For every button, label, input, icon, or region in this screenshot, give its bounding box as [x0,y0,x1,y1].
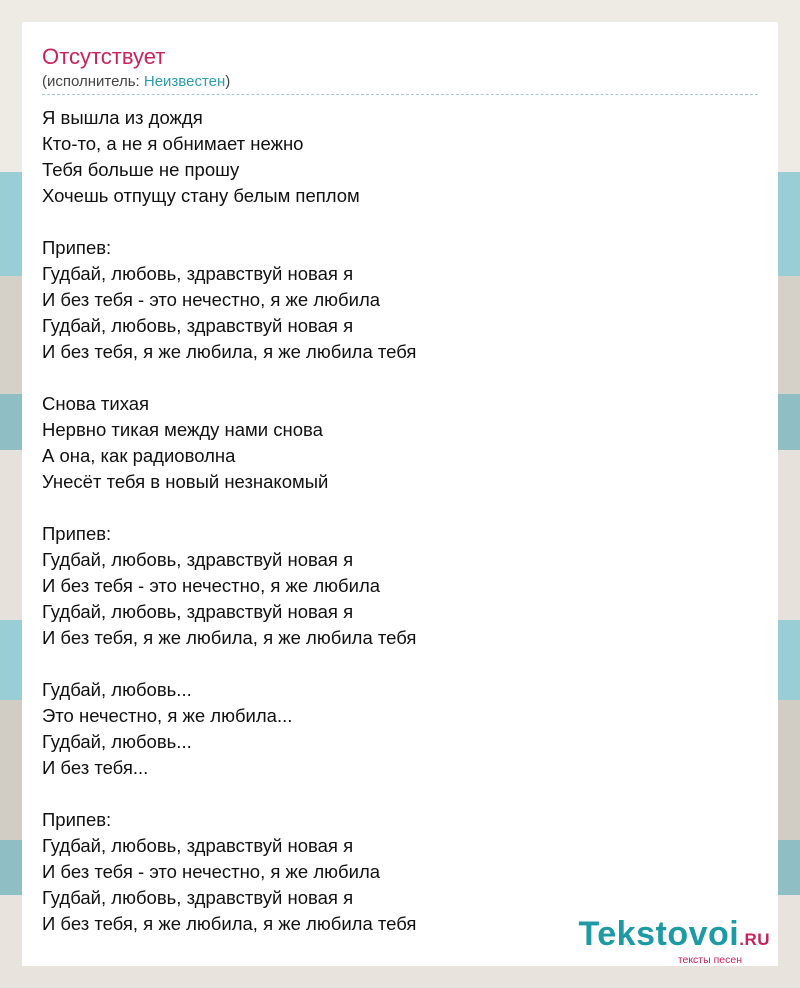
performer-line [42,73,230,91]
lyric-line: И без тебя, я же любила, я же любила тебя [42,341,417,362]
lyric-line: Гудбай, любовь, здравствуй новая я [42,601,354,622]
lyric-line [42,365,762,391]
lyric-line [42,495,762,521]
site-logo[interactable] [579,916,770,966]
lyric-line: Гудбай, любовь... [42,731,192,752]
logo-tagline: тексты песен [677,954,742,966]
lyrics-text [42,105,762,937]
performer-link[interactable]: Неизвестен [143,73,226,90]
lyric-line: Тебя больше не прошу [42,159,240,180]
lyric-line: А она, как радиоволна [42,445,236,466]
lyric-line: Гудбай, любовь, здравствуй новая я [42,549,354,570]
lyric-line: Гудбай, любовь, здравствуй новая я [42,263,354,284]
lyrics-card [22,22,778,966]
lyric-line: И без тебя, я же любила, я же любила тебя [42,627,417,648]
lyric-line: Припев: [42,237,112,258]
lyric-line: Гудбай, любовь, здравствуй новая я [42,315,354,336]
song-title: Отсутствует [42,44,166,69]
lyric-line: Припев: [42,809,112,830]
dashed-divider [42,94,758,95]
logo-wordmark [579,916,770,958]
lyric-line [42,209,762,235]
lyric-line: Хочешь отпущу стану белым пеплом [42,185,360,206]
lyric-line: Снова тихая [42,393,150,414]
lyric-line: Нервно тикая между нами снова [42,419,323,440]
logo-name: Tekstovoi [578,915,740,953]
lyric-line: Припев: [42,523,112,544]
lyric-line: И без тебя... [42,757,149,778]
lyric-line: И без тебя, я же любила, я же любила тебя [42,913,417,934]
logo-tld: .RU [739,930,770,949]
lyric-line: Это нечестно, я же любила... [42,705,293,726]
lyric-line [42,651,762,677]
lyric-line: Гудбай, любовь... [42,679,192,700]
performer-suffix: ) [225,73,231,90]
lyric-line: Гудбай, любовь, здравствуй новая я [42,887,354,908]
lyric-line: Гудбай, любовь, здравствуй новая я [42,835,354,856]
lyric-line [42,781,762,807]
lyric-line: Унесёт тебя в новый незнакомый [42,471,329,492]
lyric-line: И без тебя - это нечестно, я же любила [42,289,381,310]
performer-prefix: (исполнитель: [42,73,144,90]
lyric-line: Кто-то, а не я обнимает нежно [42,133,304,154]
lyric-line: И без тебя - это нечестно, я же любила [42,861,381,882]
lyric-line: Я вышла из дождя [42,107,203,128]
lyric-line: И без тебя - это нечестно, я же любила [42,575,381,596]
